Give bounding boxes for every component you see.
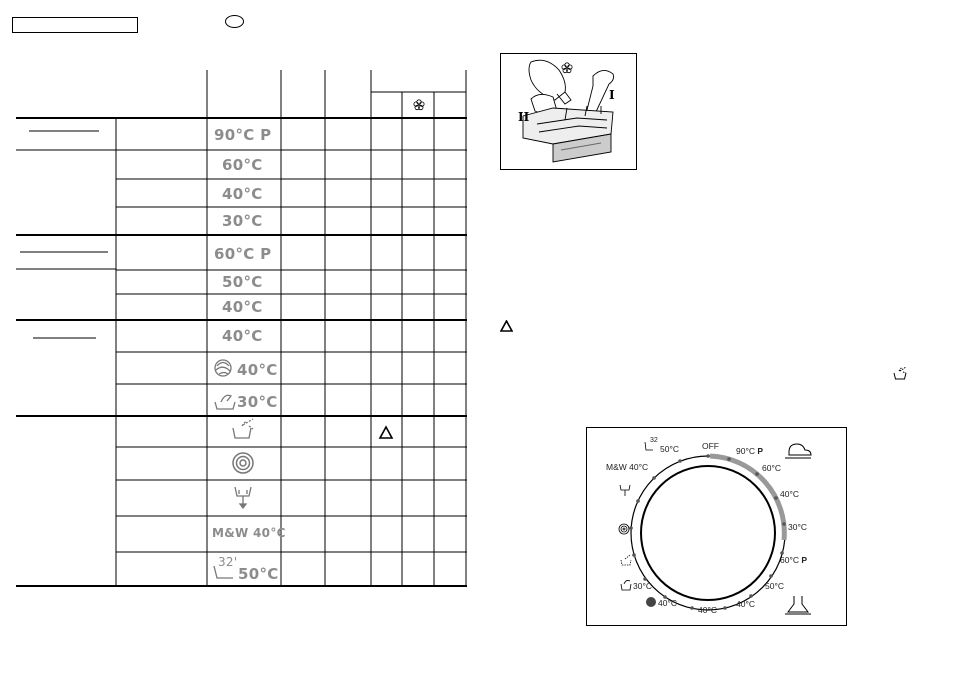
- dial-label-30: 30°C: [788, 522, 807, 532]
- handwash-icon: [621, 580, 631, 590]
- temp-wool-40: 40°C: [237, 361, 278, 379]
- dial-label-90: 90°C P: [736, 446, 764, 456]
- dial-label-quick-50: 50°C: [660, 444, 679, 454]
- cotton-icon: [785, 444, 811, 458]
- temp-60p: 60°C P: [214, 245, 272, 263]
- quick-32-label: 32': [218, 555, 238, 569]
- wool-icon: [215, 360, 231, 376]
- spin-icon: [619, 524, 629, 534]
- program-table: [16, 70, 467, 588]
- softener-flower-icon: [414, 100, 424, 110]
- dial-label-40: 40°C: [780, 489, 799, 499]
- header-circle: [225, 15, 244, 28]
- warning-triangle-icon: [500, 320, 513, 332]
- softener-flower-icon: [562, 63, 572, 73]
- dial-label-50: 50°C: [765, 581, 784, 591]
- rinse-icon: [892, 365, 908, 381]
- drawer-label-i: I: [609, 88, 615, 102]
- temp-30: 30°C: [222, 212, 263, 230]
- spin-icon: [233, 453, 253, 473]
- warning-triangle-icon: [380, 427, 392, 438]
- temp-40b: 40°C: [222, 298, 263, 316]
- synthetic-icon: [785, 596, 811, 614]
- temp-quick-50: 50°C: [238, 565, 279, 583]
- dial-off-label: OFF: [702, 441, 719, 451]
- handwash-icon: [215, 395, 235, 409]
- dial-label-32: 32: [650, 437, 658, 444]
- header-box: [12, 17, 138, 33]
- drawer-label-ii: II: [518, 110, 530, 124]
- temp-mw-40: M&W 40°C: [212, 526, 286, 540]
- temp-60: 60°C: [222, 156, 263, 174]
- temp-handwash-30: 30°C: [237, 393, 278, 411]
- dial-drawing: [587, 428, 846, 625]
- temp-90: 90°C P: [214, 126, 272, 144]
- temp-40c: 40°C: [222, 327, 263, 345]
- wool-icon: [646, 597, 656, 607]
- temp-40: 40°C: [222, 185, 263, 203]
- dial-label-60: 60°C: [762, 463, 781, 473]
- dial-label-40c: 40°C: [698, 605, 717, 615]
- drain-icon: [620, 485, 630, 496]
- program-selector-dial: [586, 427, 847, 626]
- drain-icon: [235, 487, 251, 508]
- dial-label-40b: 40°C: [736, 599, 755, 609]
- dial-label-30b: 30°C: [633, 581, 652, 591]
- rinse-icon: [621, 555, 631, 565]
- dial-label-mw: M&W 40°C: [606, 462, 649, 472]
- detergent-drawer-illustration: [500, 53, 637, 170]
- rinse-icon: [233, 419, 253, 438]
- dial-label-40d: 40°C: [658, 598, 677, 608]
- temp-50: 50°C: [222, 273, 263, 291]
- dial-label-60p: 60°C P: [780, 555, 808, 565]
